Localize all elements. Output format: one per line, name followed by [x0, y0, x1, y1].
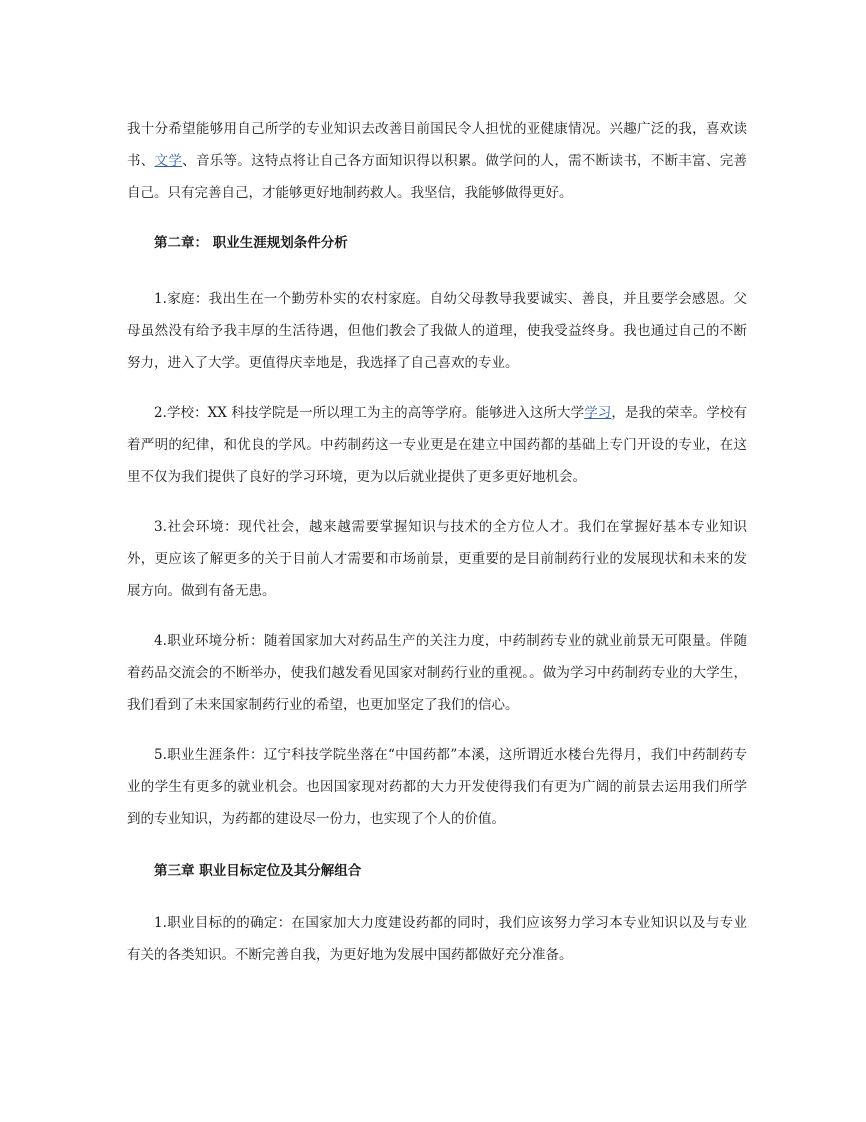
- school-text-part1: 2.学校：XX 科技学院是一所以理工为主的高等学府。能够进入这所大学: [154, 405, 585, 421]
- chapter2-item-school: [127, 397, 747, 493]
- school-text-part2: ，是我的荣幸。学校有着严明的纪律，和优良的学风。中药制药这一专业更是在建立中国药都的基础上专门开设的专业，在这里不仅为我们提供了良好的学习环境，更为以后就业提供了更多更好地机会。: [127, 405, 748, 485]
- intro-text-part2: 、音乐等。这特点将让自己各方面知识得以积累。做学问的人，需不断读书，不断丰富、完善自己。只有完善自己，才能够更好地制药救人。我坚信，我能够做得更好。: [127, 153, 748, 201]
- chapter2-item-career-conditions: 5.职业生涯条件：辽宁科技学院坐落在“中国药都”本溪，这所谓近水楼台先得月，我们中药制药专业的学生有更多的就业机会。也因国家现对药都的大力开发使得我们有更为广阔的前景去运用我们所学到的专业知识，为药都的建设尽一份力，也实现了个人的价值。: [127, 747, 747, 827]
- intro-paragraph: [127, 113, 747, 209]
- chapter3-item-goal: 1.职业目标的的确定：在国家加大力度建设药都的同时，我们应该努力学习本专业知识以及与专业有关的各类知识。不断完善自我，为更好地为发展中国药都做好充分准备。: [127, 915, 747, 963]
- chapter2-item-career-environment: 4.职业环境分析：随着国家加大对药品生产的关注力度，中药制药专业的就业前景无可限量。伴随着药品交流会的不断举办，使我们越发看见国家对制药行业的重视。。做为学习中药制药专业的大学生，我们看到了未来国家制药行业的希望，也更加坚定了我们的信心。: [127, 633, 747, 713]
- intro-text-part1: 我十分希望能够用自己所学的专业知识去改善目前国民令人担忧的亚健康情况。兴趣广泛的我，喜欢读书、: [127, 121, 747, 169]
- chapter2-item-family: 1.家庭：我出生在一个勤劳朴实的农村家庭。自幼父母教导我要诚实、善良，并且要学会感恩。父母虽然没有给予我丰厚的生活待遇，但他们教会了我做人的道理，使我受益终身。我也通过自己的不断努力，进入了大学。更值得庆幸地是，我选择了自己喜欢的专业。: [127, 291, 747, 371]
- chapter2-heading: 第二章： 职业生涯规划条件分析: [154, 235, 348, 251]
- literature-link[interactable]: 文学: [154, 153, 183, 169]
- chapter3-heading: 第三章 职业目标定位及其分解组合: [154, 863, 362, 879]
- chapter2-item-society: 3.社会环境：现代社会，越来越需要掌握知识与技术的全方位人才。我们在掌握好基本专业知识外，更应该了解更多的关于目前人才需要和市场前景，更重要的是目前制药行业的发展现状和未来的发展方向。做到有备无患。: [127, 519, 747, 599]
- study-link[interactable]: 学习: [584, 405, 612, 421]
